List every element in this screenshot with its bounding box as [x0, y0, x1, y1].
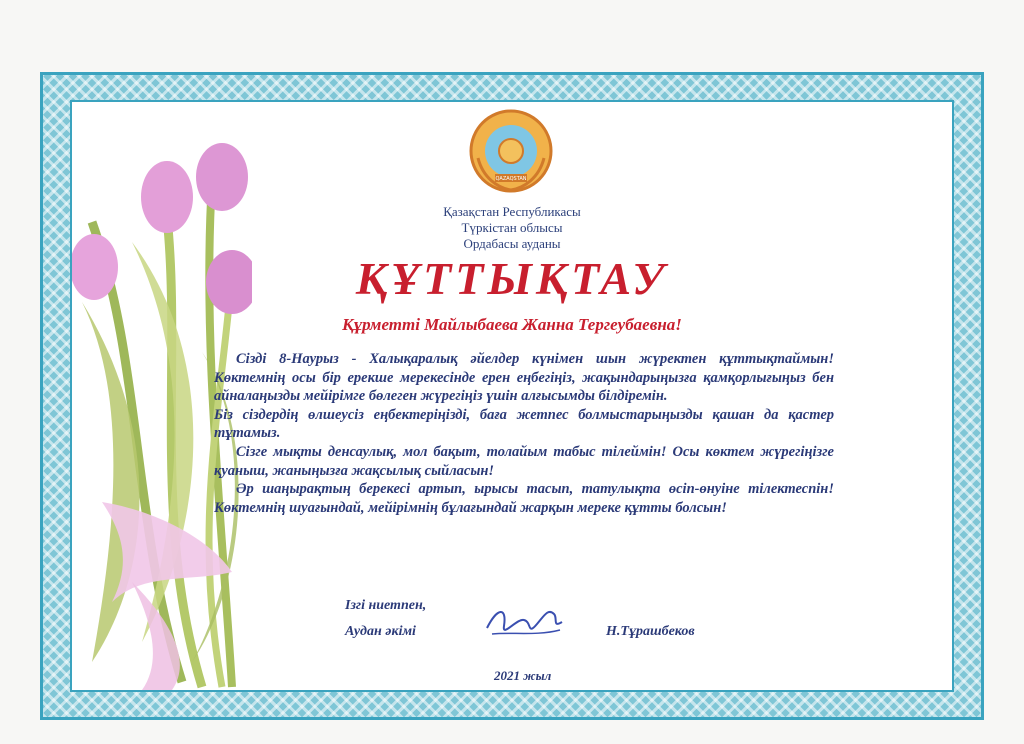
signer-position: Аудан әкімі	[345, 624, 416, 639]
certificate-title: ҚҰТТЫҚТАУ	[355, 253, 669, 304]
state-emblem-icon	[468, 108, 554, 194]
signature-icon	[482, 598, 566, 644]
header-region: Түркістан облысы	[461, 220, 563, 235]
salutation: Құрметті Майлыбаева Жанна Тергеубаевна!	[342, 315, 682, 334]
body-paragraph: Сізге мықты денсаулық, мол бақыт, толайым табыс тілеймін! Осы көктем жүрегіңізге қуаныш, жаныңызға жақсылық сыйласын!	[214, 443, 834, 479]
body-paragraph: Әр шаңырақтың берекесі артып, ырысы тасып, татулықта өсіп-өнуіне тілектеспін! Көктемнің шуағындай, мейірімнің бұлағындай жарқын мереке құтты болсын!	[214, 481, 834, 516]
year: 2021 жыл	[494, 668, 552, 683]
header-district: Ордабасы ауданы	[463, 236, 561, 251]
body-text	[214, 350, 834, 517]
closing-wishes: Ізгі ниетпен,	[345, 598, 427, 613]
body-paragraph: Біз сіздердің өлшеусіз еңбектеріңізді, баға жетпес болмыстарыңызды қашан да қастер тұтамыз.	[214, 406, 834, 442]
body-paragraph: Сізді 8-Наурыз - Халықаралық әйелдер күнімен шын жүректен құттықтаймын! Көктемнің осы бір ерекше мерекесінде ерен еңбегіңіз, жақындарыңызға қамқорлығыңыз бен айналаңызды мейірімге бөлеген жүрегіңіз үшін алғысымды білдіремін.	[214, 351, 834, 405]
signer-name: Н.Тұрашбеков	[606, 624, 695, 639]
header-country: Қазақстан Республикасы	[443, 204, 581, 219]
emblem-text: QAZAQSTAN	[495, 176, 527, 182]
